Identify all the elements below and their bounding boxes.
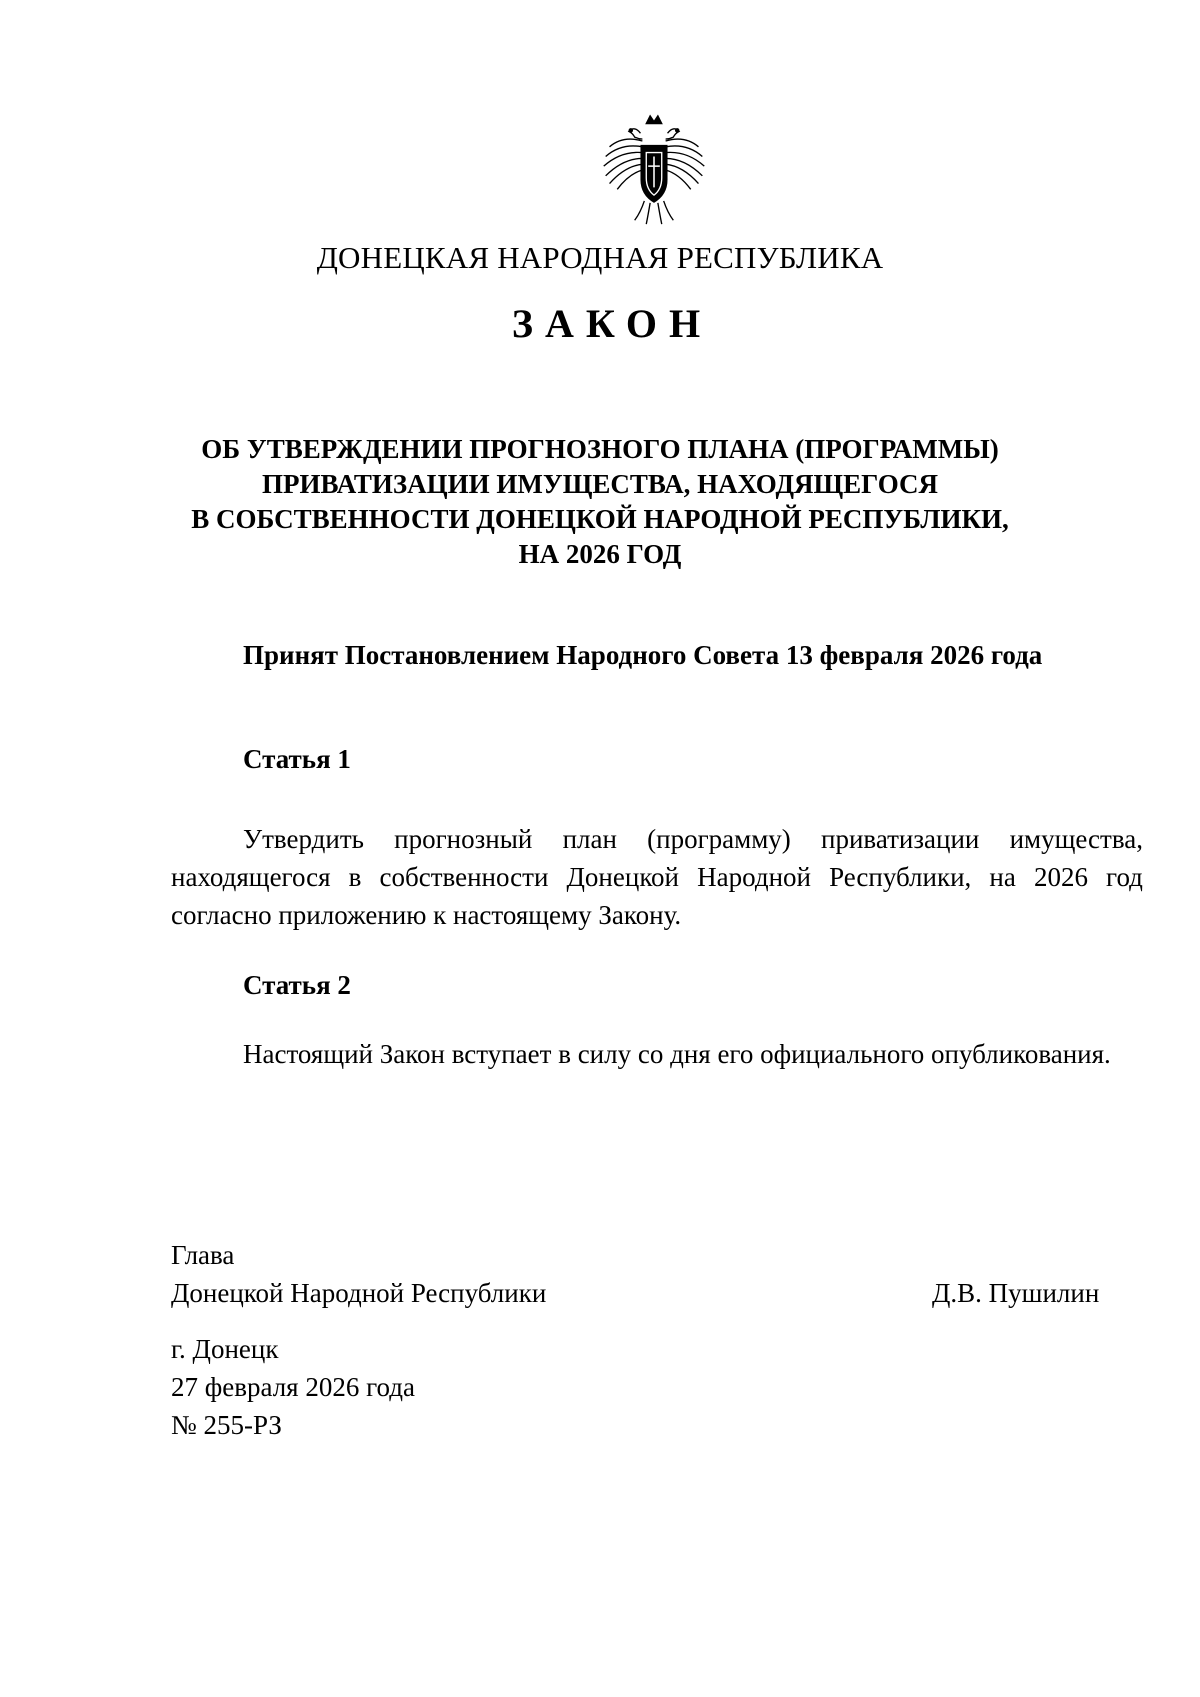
word: собственности: [379, 862, 549, 892]
signature-name: Д.В. Пушилин: [932, 1278, 1100, 1308]
word: Утвердить: [243, 824, 364, 854]
signature-title-line: Донецкой Народной Республики: [171, 1278, 547, 1308]
word: находящегося: [171, 862, 331, 892]
word: в: [348, 862, 362, 892]
law-title-line: НА 2026 ГОД: [518, 539, 682, 569]
article-1-body: [171, 820, 1143, 934]
document-type: ЗАКОН: [511, 301, 713, 346]
word: год: [1106, 862, 1143, 892]
word: приватизации: [821, 824, 980, 854]
word: имущества,: [1009, 824, 1143, 854]
coat-of-arms-icon: [596, 112, 712, 228]
article-2-heading: Статья 2: [243, 970, 351, 1000]
word: Народной: [697, 862, 811, 892]
word: на: [989, 862, 1016, 892]
law-title-line: ПРИВАТИЗАЦИИ ИМУЩЕСТВА, НАХОДЯЩЕГОСЯ: [261, 469, 939, 499]
law-title-line: В СОБСТВЕННОСТИ ДОНЕЦКОЙ НАРОДНОЙ РЕСПУБЛИКИ,: [191, 504, 1009, 534]
article-2-body: Настоящий Закон вступает в силу со дня его официального опубликования.: [243, 1039, 1111, 1069]
law-title: [0, 432, 1200, 572]
word: Республики,: [829, 862, 972, 892]
place-date-block: [171, 1330, 415, 1444]
word: прогнозный: [394, 824, 533, 854]
article-1-line: [171, 858, 1143, 896]
city: г. Донецк: [171, 1334, 279, 1364]
article-1-heading: Статья 1: [243, 744, 351, 774]
law-number: № 255-РЗ: [171, 1410, 282, 1440]
signature-title-line: Глава: [171, 1240, 235, 1270]
word: 2026: [1033, 862, 1088, 892]
word: Донецкой: [566, 862, 680, 892]
article-1-line: [171, 896, 1143, 934]
republic-name: ДОНЕЦКАЯ НАРОДНАЯ РЕСПУБЛИКА: [316, 240, 884, 275]
signature-title: [171, 1236, 546, 1312]
adoption-line: Принят Постановлением Народного Совета 13 февраля 2026 года: [243, 640, 1043, 670]
word: (программу): [647, 824, 791, 854]
date: 27 февраля 2026 года: [171, 1372, 415, 1402]
law-title-line: ОБ УТВЕРЖДЕНИИ ПРОГНОЗНОГО ПЛАНА (ПРОГРАММЫ): [201, 434, 999, 464]
article-1-line: [171, 820, 1143, 858]
word: согласно приложению к настоящему Закону.: [171, 900, 682, 930]
word: план: [562, 824, 617, 854]
